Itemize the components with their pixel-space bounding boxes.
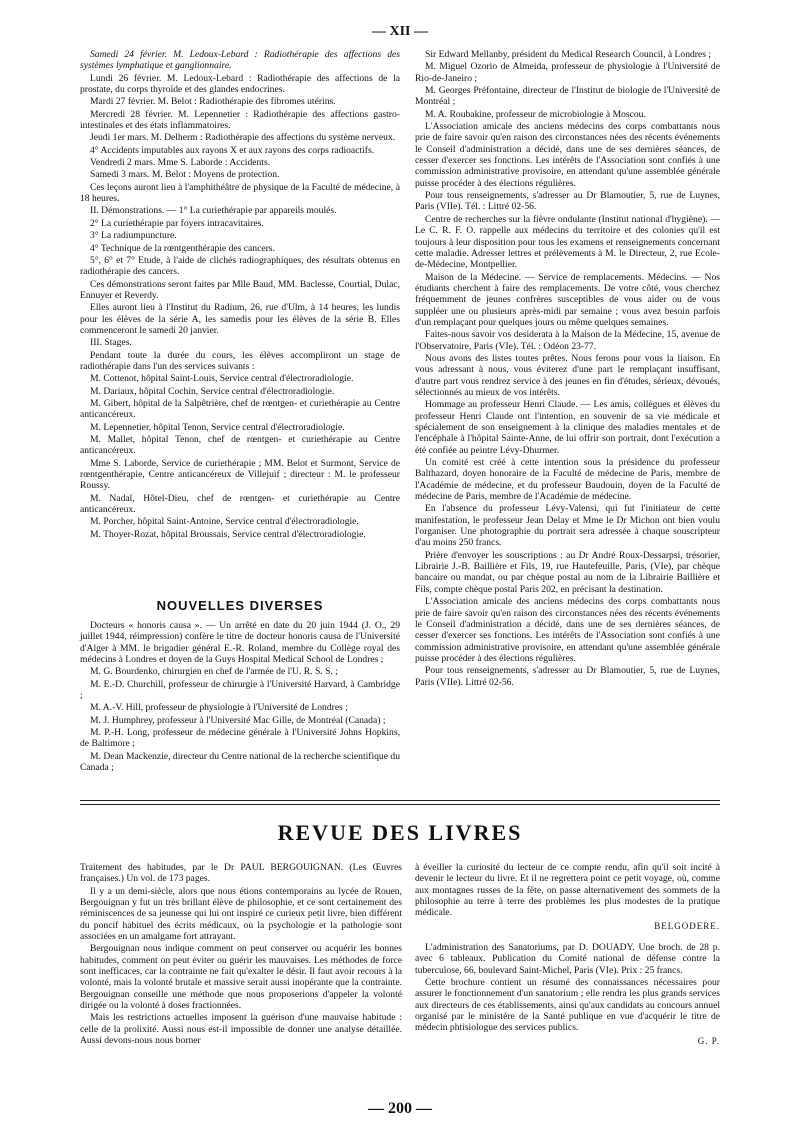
paragraph: Elles auront lieu à l'Institut du Radium, 26, rue d'Ulm, à 14 heures, les lundis pour les élèves de la série A, les samedis pour les élèves de la série B. Elles commenceront le samedi 20 janvier. bbox=[80, 302, 400, 336]
paragraph: Cette brochure contient un résumé des connaissances nécessaires pour assurer le fonctionnement d'un sanatorium ; elle rendra les plus grands services aux directeurs de ces établissements, ainsi qu'aux candidats au concours annuel organisé par le ministère de la Santé publique en vue d'acquérir le titre de médecin phtisiologue des services publics. bbox=[415, 977, 720, 1034]
paragraph: Bergouignan nous indique comment on peut conserver ou acquérir les bonnes habitudes, comment on peut éviter ou guérir les mauvaises. Les méthodes de force sont inefficaces, car la contrainte ne fait qu'exalter le désir. Il faut avoir recours à la volonté, mais la volonté brutale et massive serait aussi inopérante que la contrainte. Bergouignan conseille une méthode que nous proposerions d'appeler la volonté dirigée ou la volonté à doses fractionnées. bbox=[80, 943, 402, 1012]
paragraph: Centre de recherches sur la fièvre ondulante (Institut national d'hygiène). — Le C. R. F. O. rappelle aux médecins du territoire et des colonies qu'il est toujours à leur disposition pour tous les examens et renseignements concernant cette maladie. Adresser lettres et prélèvements à M. le Directeur, 2, rue Ecole-de-Médecine, Montpellier. bbox=[415, 213, 720, 271]
page-header-roman: — XII — bbox=[371, 24, 428, 39]
paragraph: Traitement des habitudes, par le Dr PAUL BERGOUIGNAN. (Les Œuvres françaises.) Un vol. de 173 pages. bbox=[80, 862, 402, 885]
divider bbox=[80, 804, 720, 805]
paragraph: M. Dean Mackenzie, directeur du Centre national de la recherche scientifique du Canada ; bbox=[80, 750, 400, 774]
paragraph: Samedi 3 mars. M. Belot : Moyens de protection. bbox=[90, 169, 280, 181]
paragraph: M. Dariaux, hôpital Cochin, Service central d'électroradiologie. bbox=[90, 385, 335, 397]
paragraph: M. G. Bourdenko, chirurgien en chef de l'armée de l'U. R. S. S. ; bbox=[90, 666, 338, 678]
paragraph: II. Démonstrations. — 1° La curiethérapie par appareils moulés. bbox=[90, 205, 337, 217]
paragraph: Nous avons des listes toutes prêtes. Nous ferons pour vous la liaison. En vous adressant à nous, vous éviterez d'une part le remplaçant insuffisant, d'autre part vous rendrez service à des jeunes en fin d'études, sérieux, dévoués, sélectionnés au mieux de vos intérêts. bbox=[415, 352, 720, 398]
paragraph: L'administration des Sanatoriums, par D. DOUADY. Une broch. de 28 p. avec 6 tableaux. Publication du Comité national de défense contre la tuberculose, 66, boulevard Saint-Michel, Paris (VIe). Prix : 25 francs. bbox=[415, 942, 720, 976]
paragraph: M. Miguel Ozorio de Almeida, professeur de physiologie à l'Université de Rio-de-Janeiro ; bbox=[415, 61, 720, 84]
paragraph: 4° Accidents imputables aux rayons X et aux rayons des corps radioactifs. bbox=[90, 144, 375, 156]
paragraph: L'Association amicale des anciens médecins des corps combattants nous prie de faire savoir qu'en raison des circonstances nées des récents événements le Conseil d'administration a décidé, dans une de ses dernières séances, de cesser d'exercer ses fonctions. Les intérêts de l'Association sont confiés à une commission administrative provisoire, en attendant qu'une assemblée générale puisse procéder à des élections régulières. bbox=[415, 596, 720, 664]
paragraph: M. E.-D. Churchill, professeur de chirurgie à l'Université Harvard, à Cambridge ; bbox=[80, 678, 400, 702]
paragraph: Vendredi 2 mars. Mme S. Laborde : Accidents. bbox=[90, 157, 271, 169]
paragraph: Ces démonstrations seront faites par Mlle Baud, MM. Baclesse, Courtial, Dulac, Ennuyer et Reverdy. bbox=[80, 278, 400, 301]
paragraph: M. Thoyer-Rozat, hôpital Broussais, Service central d'électroradiologie. bbox=[90, 528, 366, 540]
paragraph: 5°, 6° et 7° Etude, à l'aide de clichés radiographiques, des résultats obtenus en radiothérapie des cancers. bbox=[80, 254, 400, 278]
news-column bbox=[80, 620, 400, 774]
paragraph: Mme S. Laborde, Service de curiethérapie ; MM. Belot et Surmont, Service de rœntgenthérapie, Centre anticancéreux de Villejuif ; directeur : M. le professeur Roussy. bbox=[80, 457, 400, 492]
paragraph: Pour tous renseignements, s'adresser au Dr Blamoutier, 5, rue de Luynes, Paris (VIIe). Tél. : Littré 02-56. bbox=[415, 190, 720, 213]
divider bbox=[80, 800, 720, 801]
paragraph: M. Cottenot, hôpital Saint-Louis, Service central d'électroradiologie. bbox=[90, 373, 354, 385]
paragraph: 4° Technique de la rœntgenthérapie des cancers. bbox=[90, 242, 275, 254]
reviews-right-column bbox=[415, 862, 720, 1047]
paragraph: Jeudi 1er mars. M. Delherm : Radiothérapie des affections du système nerveux. bbox=[90, 132, 396, 144]
right-column bbox=[415, 49, 720, 689]
paragraph: III. Stages. bbox=[90, 337, 132, 349]
paragraph: Samedi 24 février. M. Ledoux-Lebard : Radiothérapie des affections des systèmes lymphatique et ganglionnaire. bbox=[80, 49, 400, 72]
paragraph: 3° La radiumpuncture. bbox=[90, 230, 177, 242]
paragraph: L'Association amicale des anciens médecins des corps combattants nous prie de faire savoir qu'en raison des circonstances nées des récents événements le Conseil d'administration a décidé, dans une de ses dernières séances, de cesser d'exercer ses fonctions. Les intérêts de l'Association sont confiés à une commission administrative provisoire, en attendant qu'une assemblée générale puisse procéder à des élections régulières. bbox=[415, 121, 720, 189]
paragraph: Mais les restrictions actuelles imposent la guérison d'une mauvaise habitude : celle de la prolixité. Aussi nous est-il impossible de donner une analyse détaillée. Aussi devons-nous nous borner bbox=[80, 1012, 402, 1047]
paragraph: Mercredi 28 février. M. Lepennetier : Radiothérapie des affections gastro-intestinales et des états inflammatoires. bbox=[80, 108, 400, 132]
paragraph: Il y a un demi-siècle, alors que nous étions contemporains au lycée de Rouen, Bergouignan y fut un très brillant élève de philosophie, et ce sont certainement des réminiscences de sa jeunesse qui lui ont inspiré ce curieux petit livre, bien différent du poncif habituel des écrits médicaux, où la psychologie et la pathologie sont associées en un amalgame fort attrayant. bbox=[80, 885, 402, 943]
paragraph: M. P.-H. Long, professeur de médecine générale à l'Université Johns Hopkins, de Baltimore ; bbox=[80, 727, 400, 750]
paragraph: Ces leçons auront lieu à l'amphithéâtre de physique de la Faculté de médecine, à 18 heures. bbox=[80, 181, 400, 205]
paragraph: M. A. Roubakine, professeur de microbiologie à Moscou. bbox=[425, 108, 646, 120]
paragraph: M. Mallet, hôpital Tenon, chef de rœntgen- et curiethérapie au Centre anticancéreux. bbox=[80, 434, 400, 457]
paragraph: Lundi 26 février. M. Ledoux-Lebard : Radiothérapie des affections de la prostate, du corps thyroïde et des glandes endocrines. bbox=[80, 72, 400, 96]
paragraph: Un comité est créé à cette intention sous la présidence du professeur Balthazard, doyen honoraire de la Faculté de médecine de Paris, membre de l'Académie de médecine, et du professeur Baudouin, doyen de la Faculté de médecine de Paris, membre de l'Académie de médecine. bbox=[415, 457, 720, 503]
paragraph: Pendant toute la durée du cours, les élèves accompliront un stage de radiothérapie dans l'un des services suivants : bbox=[80, 349, 400, 372]
signature: BELGODERE. bbox=[654, 920, 720, 931]
paragraph: Mardi 27 février. M. Belot : Radiothérapie des fibromes utérins. bbox=[90, 96, 336, 108]
reviews-title: REVUE DES LIVRES bbox=[277, 820, 523, 845]
paragraph: Pour tous renseignements, s'adresser au Dr Blamoutier, 5, rue de Luynes, Paris (VIIe). Littré 02-56. bbox=[415, 665, 720, 688]
paragraph: Prière d'envoyer les souscriptions : au Dr André Roux-Dessarpsi, trésorier, Librairie J.-B. Baillière et Fils, 19, rue Hautefeuille, Paris, (VIe), par chèque bancaire ou mandat, ou par chèque postal au nom de la Librairie Baillière et Fils, compte chèque postal Paris 202, en précisant la destination. bbox=[415, 549, 720, 595]
section-title: NOUVELLES DIVERSES bbox=[156, 598, 324, 613]
paragraph: M. A.-V. Hill, professeur de physiologie à l'Université de Londres ; bbox=[90, 702, 348, 714]
paragraph: M. Georges Préfontaine, directeur de l'Institut de biologie de l'Université de Montréal ; bbox=[415, 85, 720, 108]
signature: G. P. bbox=[697, 1035, 720, 1046]
paragraph: M. J. Humphrey, professeur à l'Université Mac Gille, de Montréal (Canada) ; bbox=[90, 714, 386, 726]
reviews-left-column bbox=[80, 862, 402, 1048]
paragraph: M. Nadal, Hôtel-Dieu, chef de rœntgen- et curiethérapie au Centre anticancéreux. bbox=[80, 492, 400, 516]
paragraph: M. Porcher, hôpital Saint-Antoine, Service central d'électroradiologie. bbox=[90, 516, 359, 528]
left-column bbox=[80, 49, 400, 541]
page-number: — 200 — bbox=[368, 1100, 432, 1117]
paragraph: M. Gibert, hôpital de la Salpêtrière, chef de rœntgen- et curiethérapie au Centre anticancéreux. bbox=[80, 397, 400, 421]
paragraph: Faites-nous savoir vos desiderata à la Maison de la Médecine, 15, avenue de l'Observatoire, Paris (VIe). Tél. : Odéon 23-77. bbox=[415, 329, 720, 352]
paragraph: M. Lepennetier, hôpital Tenon, Service central d'électroradiologie. bbox=[90, 421, 345, 433]
paragraph: Maison de la Médecine. — Service de remplacements. Médecins. — Nos étudiants cherchent à faire des remplacements. De votre côté, vous cherchez fréquemment de jeunes confrères susceptibles de vous aider ou de vous suppléer une ou plusieurs après-midi par semaine ; vous avez besoin parfois d'un remplaçant pour quelques jours ou même quelques semaines. bbox=[415, 271, 720, 328]
paragraph: Hommage au professeur Henri Claude. — Les amis, collègues et élèves du professeur Henri Claude ont l'intention, en souvenir de sa vie médicale et spécialement de son enseignement à la clinique des maladies mentales et de l'encéphale à l'hôpital Sainte-Anne, de lui offrir son portrait, dont l'exécution a été confiée au peintre Lévy-Dhurmer. bbox=[415, 399, 720, 456]
paragraph: à éveiller la curiosité du lecteur de ce compte rendu, afin qu'il soit incité à devenir le lecteur du livre. Et il ne regrettera point ce petit voyage, où, comme aux montagnes russes de la fête, on passe alternativement des sommets de la philosophie au terre à terre des problèmes les plus modestes de la pratique médicale. bbox=[415, 862, 720, 919]
paragraph: 2° La curiethérapie par foyers intracavitaires. bbox=[90, 217, 264, 229]
paragraph: En l'absence du professeur Lévy-Valensi, qui fut l'initiateur de cette manifestation, le professeur Jean Delay et Mme le Dr Michon ont bien voulu l'organiser. Une photographie du portrait sera adressée à chaque souscripteur d'au moins 250 francs. bbox=[415, 503, 720, 549]
paragraph: Docteurs « honoris causa ». — Un arrêté en date du 20 juin 1944 (J. O., 29 juillet 1944, réimpression) confère le titre de docteur honoris causa de l'Université d'Alger à MM. le brigadier général E.-R. Roland, membre du Collège royal des médecins à Londres et doyen de la Guys Hospital Medical School de Londres ; bbox=[80, 620, 400, 666]
paragraph: Sir Edward Mellanby, président du Medical Research Council, à Londres ; bbox=[425, 49, 712, 60]
